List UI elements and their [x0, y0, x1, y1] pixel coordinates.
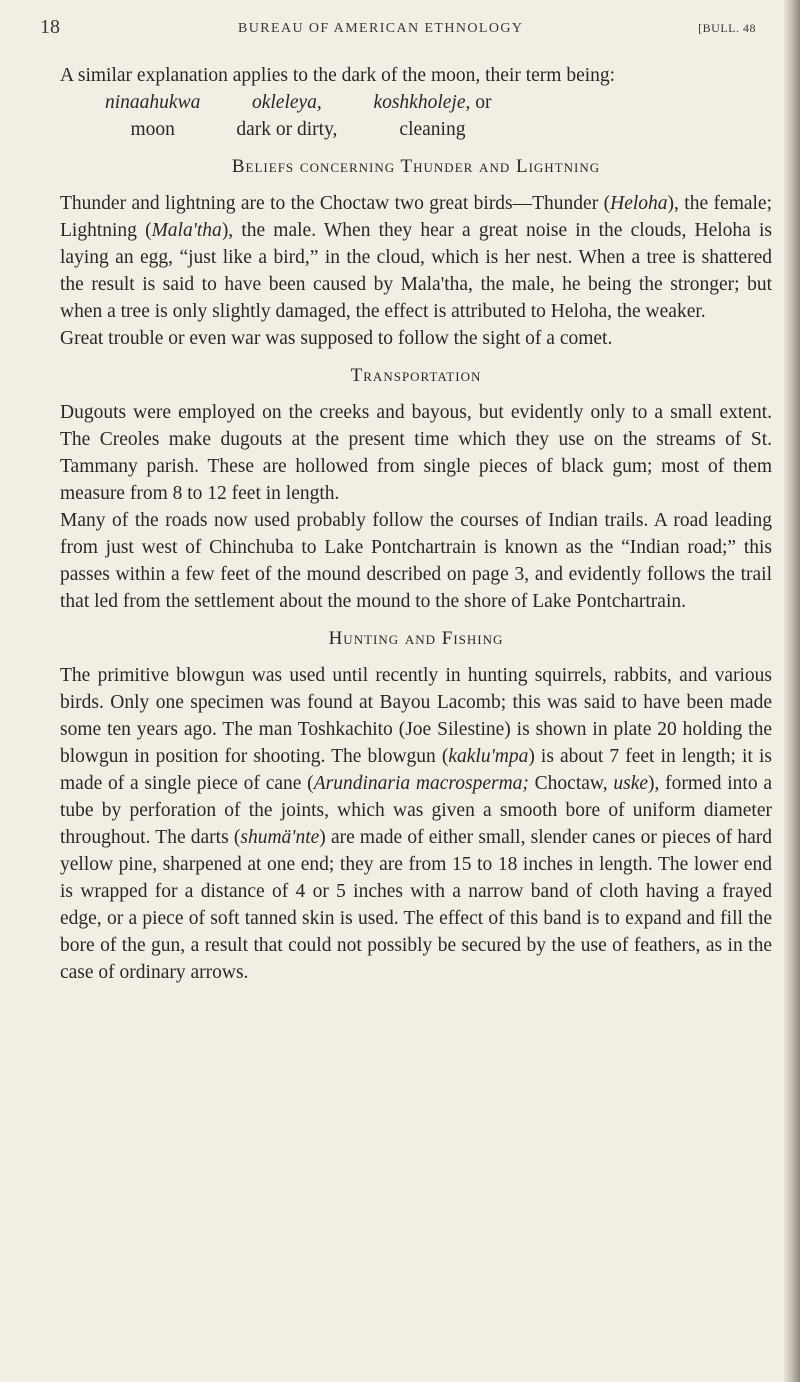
section-heading: Beliefs concerning Thunder and Lightning — [231, 156, 601, 177]
italic-term: Heloha — [610, 193, 668, 214]
native-term: koshkholeje, — [373, 92, 471, 113]
text-run: Many of the roads now used probably follow the courses of Indian trails. A road leading from just west of Chinchuba to Lake Pontchartrain is known as the “Indian road;” this passes within a few feet of the mound described on page 3, and evidently follows the trail that led from the settlement about the mound to the shore of Lake Pontchartrain. — [60, 510, 772, 612]
text-run: ), the female; Lightning ( — [60, 193, 773, 241]
term-column — [236, 89, 337, 143]
body-paragraph — [60, 662, 772, 986]
text-run: ) are made of either small, slender canes or pieces of hard yellow pine, sharpened at one end; they are from 15 to 18 inches in length. The lower end is wrapped for a distance of 4 or 5 inches with a narrow band of cloth having a frayed edge, or a piece of soft tanned skin is used. The effect of this band is to expand and fill the bore of the gun, a result that could not possibly be secured by the use of feathers, as in the case of ordinary arrows. — [60, 827, 772, 983]
section-heading: Transportation — [350, 365, 482, 386]
italic-term: Arundinaria macrosperma; — [313, 773, 529, 794]
text-run: ), formed into a tube by perforation of the joints, which was given a smooth bore of uniform diameter throughout. The darts ( — [60, 773, 773, 848]
text-run: ) is about 7 feet in length; it is made of a single piece of cane ( — [60, 746, 772, 794]
text-run: ), the male. When they hear a great noise in the clouds, Heloha is laying an egg, “just like a bird,” in the cloud, which is her nest. When a tree is shattered the result is said to have been caused by Mala'tha, the male, he being the stronger; but when a tree is only slightly damaged, the effect is attributed to Heloha, the weaker. — [60, 220, 772, 322]
body-paragraph — [60, 325, 772, 352]
text-run: The primitive blowgun was used until recently in hunting squirrels, rabbits, and various birds. Only one specimen was found at Bayou Lacomb; this was said to have been made some ten years ago. The man Toshkachito (Joe Silestine) is shown in plate 20 holding the blowgun in position for shooting. The blowgun ( — [60, 665, 772, 767]
term-gloss: cleaning — [399, 119, 466, 140]
italic-term: shumä'nte — [240, 827, 320, 848]
native-term: ninaahukwa — [105, 92, 201, 113]
body-paragraph — [60, 399, 772, 507]
body-paragraph — [60, 507, 772, 615]
text-run: Choctaw, — [528, 773, 614, 794]
intro-paragraph: A similar explanation applies to the dark of the moon, their term being: — [60, 65, 616, 86]
page-body — [60, 62, 772, 986]
native-term-line — [373, 89, 491, 116]
body-paragraph — [60, 190, 772, 325]
term-column — [105, 89, 200, 143]
term-column — [373, 89, 491, 143]
italic-term: kaklu'mpa — [448, 746, 529, 767]
bulletin-number: [BULL. 48 — [698, 21, 756, 35]
section-heading: Hunting and Fishing — [328, 628, 504, 649]
term-gloss: dark or dirty, — [236, 119, 338, 140]
text-run: Great trouble or even war was supposed to follow the sight of a comet. — [60, 328, 613, 349]
term-gloss: moon — [130, 119, 175, 140]
term-glosses — [105, 89, 772, 143]
page-header — [38, 16, 760, 42]
italic-term: Mala'tha — [151, 220, 222, 241]
sections — [60, 153, 772, 986]
text-run: Dugouts were employed on the creeks and bayous, but evidently only to a small extent. The Creoles make dugouts at the present time which they use on the streams of St. Tammany parish. These are hollowed from single pieces of black gum; most of them measure from 8 to 12 feet in length. — [60, 402, 772, 504]
text-run: Thunder and lightning are to the Choctaw two great birds—Thunder ( — [60, 193, 611, 214]
term-suffix: or — [470, 92, 492, 113]
page-number: 18 — [40, 16, 60, 38]
running-title: BUREAU OF AMERICAN ETHNOLOGY — [238, 21, 524, 36]
italic-term: uske — [613, 773, 649, 794]
native-term: okleleya, — [251, 92, 322, 113]
page-edge-shadow — [784, 0, 800, 1382]
